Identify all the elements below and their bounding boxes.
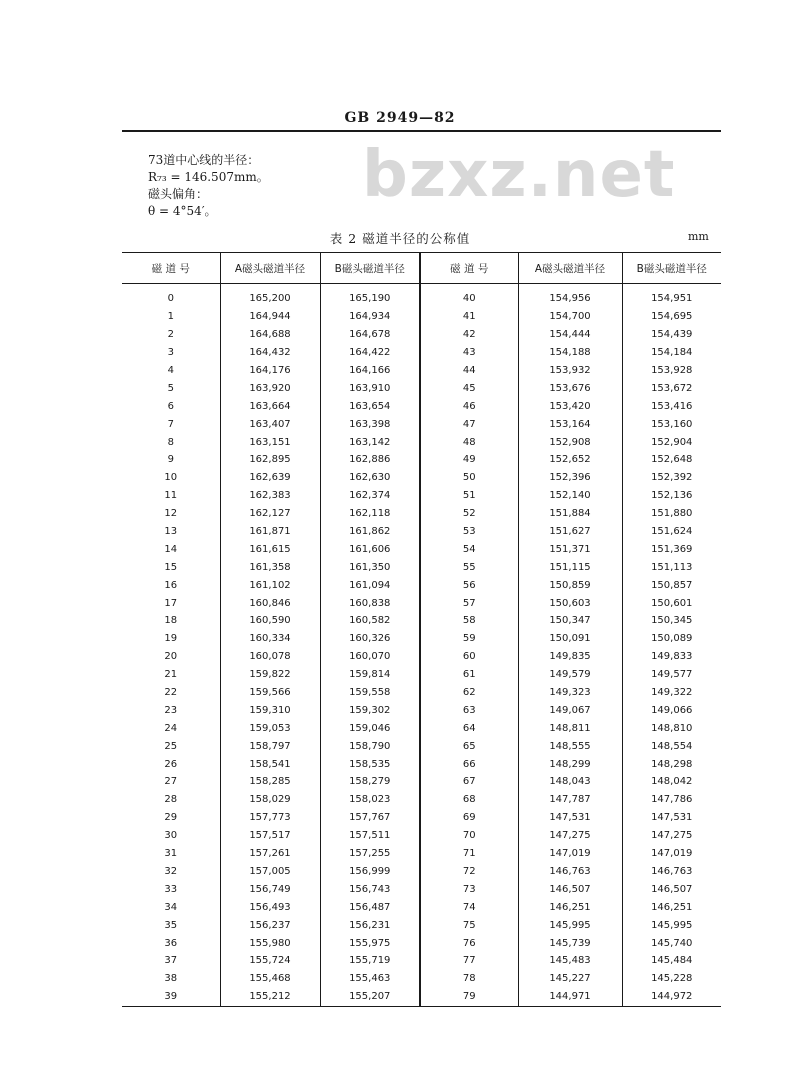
cell-track-number: 41	[420, 308, 518, 326]
cell-b-radius: 153,928	[622, 362, 721, 380]
table-row	[122, 845, 721, 863]
cell-track-number: 21	[164, 669, 178, 681]
cell-b-radius: 163,142	[320, 433, 420, 451]
cell-track-number: 66	[420, 755, 518, 773]
cell-track-number: 12	[164, 508, 178, 520]
cell-track-number: 78	[420, 970, 518, 988]
cell-b-radius: 162,118	[320, 505, 420, 523]
cell-b-radius: 146,251	[622, 898, 721, 916]
cell-b-radius: 155,463	[320, 970, 420, 988]
cell-b-radius: 164,678	[320, 326, 420, 344]
cell-track-number: 58	[420, 612, 518, 630]
cell-a-radius: 162,127	[220, 505, 320, 523]
cell-a-radius: 147,275	[518, 827, 622, 845]
cell-track-number: 29	[164, 812, 178, 824]
col-header-b-radius: B磁头磁道半径	[622, 253, 721, 284]
cell-track-number: 22	[164, 687, 178, 699]
cell-a-radius: 145,739	[518, 934, 622, 952]
cell-b-radius: 153,160	[622, 415, 721, 433]
cell-a-radius: 150,859	[518, 576, 622, 594]
cell-b-radius: 152,648	[622, 451, 721, 469]
cell-b-radius: 161,862	[320, 523, 420, 541]
cell-b-radius: 148,810	[622, 719, 721, 737]
cell-b-radius: 151,880	[622, 505, 721, 523]
cell-b-radius: 156,743	[320, 880, 420, 898]
table-row	[122, 934, 721, 952]
cell-a-radius: 152,140	[518, 487, 622, 505]
cell-a-radius: 149,067	[518, 701, 622, 719]
cell-b-radius: 160,582	[320, 612, 420, 630]
cell-track-number: 44	[420, 362, 518, 380]
cell-track-number: 57	[420, 594, 518, 612]
cell-b-radius: 159,558	[320, 684, 420, 702]
cell-track-number: 8	[167, 436, 174, 448]
table-row	[122, 630, 721, 648]
cell-a-radius: 158,541	[220, 755, 320, 773]
intro-line-2: R₇₃ = 146.507mm。	[148, 170, 269, 184]
cell-a-radius: 151,371	[518, 540, 622, 558]
cell-track-number: 72	[420, 863, 518, 881]
cell-a-radius: 150,603	[518, 594, 622, 612]
cell-a-radius: 152,652	[518, 451, 622, 469]
table-row	[122, 576, 721, 594]
table-row	[122, 415, 721, 433]
cell-b-radius: 156,999	[320, 863, 420, 881]
col-header-b-radius: B磁头磁道半径	[320, 253, 420, 284]
cell-a-radius: 159,310	[220, 701, 320, 719]
cell-a-radius: 162,895	[220, 451, 320, 469]
cell-a-radius: 148,043	[518, 773, 622, 791]
cell-a-radius: 165,200	[220, 284, 320, 308]
cell-a-radius: 152,908	[518, 433, 622, 451]
table-row	[122, 719, 721, 737]
cell-a-radius: 149,579	[518, 666, 622, 684]
cell-b-radius: 145,228	[622, 970, 721, 988]
cell-a-radius: 145,227	[518, 970, 622, 988]
cell-track-number: 3	[167, 347, 174, 359]
col-header-track: 磁 道 号	[420, 253, 518, 284]
cell-a-radius: 153,932	[518, 362, 622, 380]
cell-b-radius: 159,302	[320, 701, 420, 719]
cell-b-radius: 159,814	[320, 666, 420, 684]
cell-track-number: 1	[167, 311, 174, 323]
cell-a-radius: 159,053	[220, 719, 320, 737]
table-row	[122, 970, 721, 988]
cell-track-number: 30	[164, 830, 178, 842]
cell-track-number: 5	[167, 382, 174, 394]
cell-b-radius: 160,838	[320, 594, 420, 612]
watermark: bzxz.net	[362, 138, 676, 212]
cell-b-radius: 149,066	[622, 701, 721, 719]
cell-a-radius: 149,835	[518, 648, 622, 666]
cell-b-radius: 150,345	[622, 612, 721, 630]
cell-b-radius: 154,951	[622, 284, 721, 308]
cell-track-number: 56	[420, 576, 518, 594]
cell-a-radius: 152,396	[518, 469, 622, 487]
cell-b-radius: 158,279	[320, 773, 420, 791]
table-row	[122, 701, 721, 719]
cell-b-radius: 146,763	[622, 863, 721, 881]
cell-b-radius: 147,019	[622, 845, 721, 863]
cell-b-radius: 161,094	[320, 576, 420, 594]
cell-a-radius: 145,483	[518, 952, 622, 970]
cell-a-radius: 155,724	[220, 952, 320, 970]
cell-b-radius: 147,786	[622, 791, 721, 809]
cell-b-radius: 162,886	[320, 451, 420, 469]
table-row	[122, 880, 721, 898]
cell-a-radius: 151,627	[518, 523, 622, 541]
document-code: GB 2949—82	[344, 110, 456, 126]
table-row	[122, 898, 721, 916]
cell-a-radius: 147,019	[518, 845, 622, 863]
cell-track-number: 60	[420, 648, 518, 666]
cell-b-radius: 160,070	[320, 648, 420, 666]
cell-track-number: 4	[167, 365, 174, 376]
cell-track-number: 33	[164, 883, 178, 895]
cell-b-radius: 151,369	[622, 540, 721, 558]
table-row	[122, 809, 721, 827]
cell-b-radius: 147,531	[622, 809, 721, 827]
cell-track-number: 55	[420, 558, 518, 576]
cell-b-radius: 152,904	[622, 433, 721, 451]
cell-track-number: 11	[164, 490, 178, 502]
cell-b-radius: 155,975	[320, 934, 420, 952]
cell-track-number: 69	[420, 809, 518, 827]
cell-a-radius: 157,005	[220, 863, 320, 881]
cell-b-radius: 149,577	[622, 666, 721, 684]
cell-a-radius: 163,920	[220, 379, 320, 397]
cell-a-radius: 156,493	[220, 898, 320, 916]
cell-track-number: 37	[164, 955, 178, 967]
cell-a-radius: 151,115	[518, 558, 622, 576]
cell-track-number: 7	[167, 418, 174, 430]
cell-a-radius: 160,078	[220, 648, 320, 666]
cell-a-radius: 145,995	[518, 916, 622, 934]
table-row	[122, 612, 721, 630]
cell-b-radius: 146,507	[622, 880, 721, 898]
table-row	[122, 773, 721, 791]
cell-track-number: 48	[420, 433, 518, 451]
cell-b-radius: 164,934	[320, 308, 420, 326]
cell-track-number: 71	[420, 845, 518, 863]
cell-a-radius: 161,871	[220, 523, 320, 541]
table-row	[122, 308, 721, 326]
cell-b-radius: 162,374	[320, 487, 420, 505]
table-row	[122, 540, 721, 558]
cell-b-radius: 145,740	[622, 934, 721, 952]
cell-track-number: 79	[420, 988, 518, 1006]
cell-track-number: 42	[420, 326, 518, 344]
cell-track-number: 75	[420, 916, 518, 934]
cell-a-radius: 157,517	[220, 827, 320, 845]
cell-a-radius: 157,261	[220, 845, 320, 863]
cell-track-number: 40	[420, 284, 518, 308]
cell-a-radius: 146,507	[518, 880, 622, 898]
cell-track-number: 74	[420, 898, 518, 916]
cell-a-radius: 161,102	[220, 576, 320, 594]
cell-a-radius: 154,188	[518, 344, 622, 362]
cell-b-radius: 165,190	[320, 284, 420, 308]
cell-track-number: 17	[164, 597, 178, 609]
cell-track-number: 43	[420, 344, 518, 362]
cell-track-number: 0	[167, 293, 174, 305]
cell-a-radius: 144,971	[518, 988, 622, 1006]
cell-a-radius: 159,822	[220, 666, 320, 684]
cell-b-radius: 163,910	[320, 379, 420, 397]
cell-b-radius: 152,392	[622, 469, 721, 487]
table-row	[122, 326, 721, 344]
cell-track-number: 32	[164, 865, 178, 877]
cell-a-radius: 162,383	[220, 487, 320, 505]
intro-line-4: θ = 4°54′。	[148, 204, 217, 218]
intro-text	[148, 152, 269, 220]
cell-b-radius: 149,833	[622, 648, 721, 666]
cell-a-radius: 164,432	[220, 344, 320, 362]
cell-a-radius: 160,846	[220, 594, 320, 612]
table-row	[122, 397, 721, 415]
cell-b-radius: 154,695	[622, 308, 721, 326]
cell-a-radius: 151,884	[518, 505, 622, 523]
cell-track-number: 65	[420, 737, 518, 755]
table-row	[122, 558, 721, 576]
cell-track-number: 50	[420, 469, 518, 487]
cell-track-number: 45	[420, 379, 518, 397]
table-row	[122, 451, 721, 469]
cell-b-radius: 150,089	[622, 630, 721, 648]
cell-b-radius: 148,042	[622, 773, 721, 791]
cell-b-radius: 154,184	[622, 344, 721, 362]
cell-b-radius: 159,046	[320, 719, 420, 737]
table-unit: mm	[688, 230, 709, 243]
cell-b-radius: 157,511	[320, 827, 420, 845]
cell-a-radius: 158,797	[220, 737, 320, 755]
cell-a-radius: 147,531	[518, 809, 622, 827]
intro-line-1: 73道中心线的半径：	[148, 153, 260, 167]
cell-track-number: 15	[164, 561, 178, 573]
col-header-a-radius: A磁头磁道半径	[518, 253, 622, 284]
cell-a-radius: 158,285	[220, 773, 320, 791]
cell-b-radius: 151,624	[622, 523, 721, 541]
table-row	[122, 684, 721, 702]
cell-a-radius: 164,688	[220, 326, 320, 344]
cell-a-radius: 150,091	[518, 630, 622, 648]
cell-track-number: 2	[167, 329, 174, 341]
cell-track-number: 64	[420, 719, 518, 737]
cell-a-radius: 159,566	[220, 684, 320, 702]
cell-track-number: 76	[420, 934, 518, 952]
table-row	[122, 469, 721, 487]
table-row	[122, 362, 721, 380]
cell-track-number: 59	[420, 630, 518, 648]
col-header-track: 磁 道 号	[122, 253, 220, 284]
cell-track-number: 63	[420, 701, 518, 719]
cell-track-number: 36	[164, 937, 178, 949]
cell-track-number: 27	[164, 776, 178, 788]
table-row	[122, 594, 721, 612]
cell-track-number: 18	[164, 615, 178, 627]
cell-b-radius: 145,995	[622, 916, 721, 934]
table-header-row	[122, 253, 721, 284]
table-row	[122, 487, 721, 505]
cell-a-radius: 163,151	[220, 433, 320, 451]
cell-track-number: 13	[164, 526, 178, 538]
table-row	[122, 433, 721, 451]
cell-a-radius: 146,251	[518, 898, 622, 916]
cell-a-radius: 148,555	[518, 737, 622, 755]
cell-track-number: 10	[164, 472, 178, 484]
cell-track-number: 77	[420, 952, 518, 970]
cell-track-number: 51	[420, 487, 518, 505]
cell-a-radius: 164,944	[220, 308, 320, 326]
table-row	[122, 505, 721, 523]
cell-track-number: 31	[164, 848, 178, 860]
cell-a-radius: 163,407	[220, 415, 320, 433]
cell-track-number: 54	[420, 540, 518, 558]
cell-track-number: 16	[164, 579, 178, 591]
intro-line-3: 磁头偏角：	[148, 187, 209, 201]
cell-track-number: 70	[420, 827, 518, 845]
cell-a-radius: 154,700	[518, 308, 622, 326]
cell-b-radius: 148,554	[622, 737, 721, 755]
cell-a-radius: 162,639	[220, 469, 320, 487]
cell-a-radius: 146,763	[518, 863, 622, 881]
cell-a-radius: 161,358	[220, 558, 320, 576]
cell-track-number: 62	[420, 684, 518, 702]
cell-a-radius: 155,468	[220, 970, 320, 988]
cell-b-radius: 158,535	[320, 755, 420, 773]
cell-b-radius: 150,857	[622, 576, 721, 594]
cell-track-number: 52	[420, 505, 518, 523]
cell-b-radius: 157,255	[320, 845, 420, 863]
cell-track-number: 25	[164, 740, 178, 752]
table-row	[122, 827, 721, 845]
cell-b-radius: 155,207	[320, 988, 420, 1006]
cell-b-radius: 152,136	[622, 487, 721, 505]
cell-track-number: 35	[164, 919, 178, 931]
cell-a-radius: 149,323	[518, 684, 622, 702]
table-caption: 表 2 磁道半径的公称值	[329, 231, 471, 246]
cell-b-radius: 151,113	[622, 558, 721, 576]
cell-track-number: 68	[420, 791, 518, 809]
cell-a-radius: 155,212	[220, 988, 320, 1006]
cell-track-number: 39	[122, 988, 220, 1006]
cell-track-number: 26	[164, 758, 178, 770]
table-row	[122, 344, 721, 362]
cell-b-radius: 158,023	[320, 791, 420, 809]
cell-track-number: 46	[420, 397, 518, 415]
track-radius-table	[122, 252, 721, 1007]
cell-b-radius: 144,972	[622, 988, 721, 1006]
cell-b-radius: 163,654	[320, 397, 420, 415]
cell-track-number: 20	[164, 651, 178, 663]
cell-track-number: 73	[420, 880, 518, 898]
cell-a-radius: 164,176	[220, 362, 320, 380]
cell-b-radius: 156,487	[320, 898, 420, 916]
table-row	[122, 666, 721, 684]
cell-track-number: 38	[164, 973, 178, 985]
cell-b-radius: 154,439	[622, 326, 721, 344]
cell-track-number: 23	[164, 704, 178, 716]
cell-b-radius: 157,767	[320, 809, 420, 827]
cell-track-number: 9	[167, 454, 174, 466]
cell-b-radius: 164,422	[320, 344, 420, 362]
cell-b-radius: 161,350	[320, 558, 420, 576]
table-row	[122, 988, 721, 1006]
cell-a-radius: 153,676	[518, 379, 622, 397]
cell-track-number: 61	[420, 666, 518, 684]
cell-track-number: 47	[420, 415, 518, 433]
table-row	[122, 379, 721, 397]
cell-a-radius: 157,773	[220, 809, 320, 827]
cell-a-radius: 161,615	[220, 540, 320, 558]
cell-b-radius: 145,484	[622, 952, 721, 970]
cell-b-radius: 164,166	[320, 362, 420, 380]
table-row	[122, 863, 721, 881]
table-row	[122, 916, 721, 934]
cell-a-radius: 156,237	[220, 916, 320, 934]
cell-track-number: 49	[420, 451, 518, 469]
cell-a-radius: 147,787	[518, 791, 622, 809]
cell-track-number: 34	[164, 901, 178, 913]
cell-a-radius: 153,420	[518, 397, 622, 415]
cell-b-radius: 158,790	[320, 737, 420, 755]
cell-b-radius: 163,398	[320, 415, 420, 433]
cell-b-radius: 156,231	[320, 916, 420, 934]
table-row	[122, 791, 721, 809]
table-row	[122, 952, 721, 970]
cell-a-radius: 154,956	[518, 284, 622, 308]
table-row	[122, 737, 721, 755]
cell-b-radius: 147,275	[622, 827, 721, 845]
cell-b-radius: 155,719	[320, 952, 420, 970]
cell-b-radius: 161,606	[320, 540, 420, 558]
cell-a-radius: 160,334	[220, 630, 320, 648]
cell-a-radius: 154,444	[518, 326, 622, 344]
cell-track-number: 24	[164, 722, 178, 734]
table-row	[122, 648, 721, 666]
cell-a-radius: 148,811	[518, 719, 622, 737]
cell-a-radius: 155,980	[220, 934, 320, 952]
cell-track-number: 19	[164, 633, 178, 645]
cell-b-radius: 153,416	[622, 397, 721, 415]
cell-a-radius: 150,347	[518, 612, 622, 630]
table-row	[122, 755, 721, 773]
cell-track-number: 14	[164, 543, 178, 555]
cell-a-radius: 148,299	[518, 755, 622, 773]
cell-track-number: 28	[164, 794, 178, 806]
cell-b-radius: 153,672	[622, 379, 721, 397]
cell-b-radius: 150,601	[622, 594, 721, 612]
cell-a-radius: 153,164	[518, 415, 622, 433]
cell-track-number: 53	[420, 523, 518, 541]
table-row	[122, 523, 721, 541]
cell-b-radius: 149,322	[622, 684, 721, 702]
cell-track-number: 6	[167, 400, 174, 412]
cell-b-radius: 160,326	[320, 630, 420, 648]
cell-b-radius: 148,298	[622, 755, 721, 773]
cell-a-radius: 160,590	[220, 612, 320, 630]
header-rule	[122, 130, 721, 132]
cell-a-radius: 158,029	[220, 791, 320, 809]
cell-b-radius: 162,630	[320, 469, 420, 487]
cell-a-radius: 156,749	[220, 880, 320, 898]
cell-a-radius: 163,664	[220, 397, 320, 415]
table-row	[122, 284, 721, 308]
col-header-a-radius: A磁头磁道半径	[220, 253, 320, 284]
cell-track-number: 67	[420, 773, 518, 791]
